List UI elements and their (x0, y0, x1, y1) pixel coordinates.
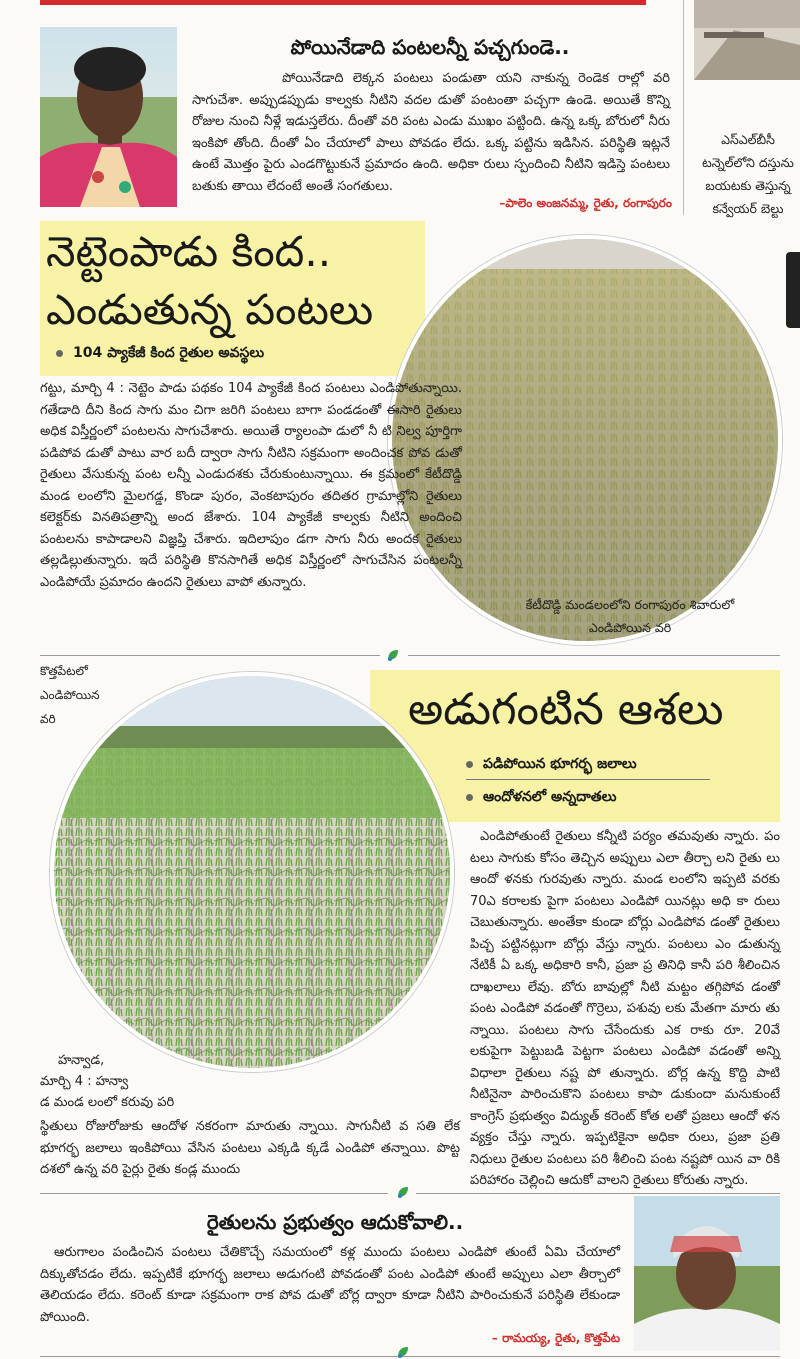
story2-headline-line1: నెట్టెంపాడు కింద.. (46, 227, 332, 276)
section-divider-1 (40, 655, 380, 656)
story3-dateline-2: మార్చి 4 : హన్వా (40, 1074, 129, 1089)
top-red-rule (40, 0, 646, 5)
farmer-woman-photo (40, 27, 177, 207)
farmer-man-photo (634, 1196, 780, 1351)
story2-bullet (56, 345, 264, 364)
side-divider (683, 0, 684, 215)
story4-byline: – రామయ్య, రైతు, కొత్తపేట (491, 1331, 620, 1345)
leaf-ornament-icon (386, 648, 400, 662)
leaf-ornament-icon (396, 1185, 410, 1199)
bullet-icon (466, 794, 473, 801)
story2-photo-caption-line2: ఎండిపోయిన వరి (588, 620, 672, 635)
story3-photo-caption-2: ఎండిపోయిన (40, 688, 100, 702)
story3-headline: అడుగంటిన ఆశలు (408, 684, 724, 735)
bullet-icon (466, 761, 473, 768)
leaf-ornament-icon (396, 1345, 410, 1359)
story1-body: పోయినేడాది లెక్కన పంటలు పండుతా యని నాకున్న రెండెక రాల్లో వరి సాగుచేశా. అప్పుడప్పుడు కాల్వకు నీటిని వదల డుతో పంటంతా పచ్చగా ఉండె. అయితే కొన్ని రోజుల నుంచి నీళ్లే ఇడుస్తలేరు. దీంతో వరి పంట ఎండు ముఖం పట్టింది. ఉన్న ఒక్క బోరులో నీరు ఇంకిపో తోంది. దీంతో ఏం చేయాలో పాలు పోవడం లేదు. ఒక్క పట్టిను ఇడిసిన. పరిస్థితి ఇట్లనే ఉంటే మొత్తం పైరు ఎండగొట్టుకునే ప్రమాదం ఉంది. అధికా రులు స్పందించి నీటిని ఇడిస్తె పంటలు బతుకు తాయి లేదంటే అంతే సంగతులు. (192, 71, 670, 194)
dry-paddy-photo-2 (50, 672, 454, 1072)
story3-body-bottom: స్థితులు రోజురోజుకు ఆందోళ నకరంగా మారుతు న్నాయి. సాగునీటి వ సతి లేక భూగర్భ జలాలు ఇంకిపోయి వేసిన పంటలు ఎక్కడి క్కడే ఎండిపో తన్నాయి. పొట్ట దశలో ఉన్న వరి పైర్లు రైతు కండ్ల ముందు (40, 1119, 460, 1177)
section-divider-4 (416, 1193, 780, 1194)
story3-bullet-2-text: ఆందోళనలో అన్నదాతలు (483, 789, 617, 805)
story2-headline-line2: ఎండుతున్న పంటలు (46, 285, 374, 334)
tunnel-conveyor-photo (694, 0, 800, 80)
story3-bullet-1 (466, 756, 710, 780)
story2-bullet-text: 104 ప్యాకేజీ కింద రైతుల అవస్థలు (73, 345, 265, 361)
story1-headline: పోయినేడాది పంటలన్నీ పచ్చగుండె.. (290, 35, 570, 59)
story3-dateline-1: హన్వాడ, (58, 1053, 105, 1068)
story3-bullet-1-text: పడిపోయిన భూగర్భ జలాలు (483, 756, 637, 772)
story2-body: గట్టు, మార్చి 4 : నెట్టెం పాడు పథకం 104 ప్యాకేజీ కింద పంటలు ఎండిపోతున్నాయి. గతేడాది దీని కింద సాగు మం చిగా జరిగి పంటలు బాగా పండడంతో ఈసారి రైతులు అధిక విస్తీర్ణంలో పంటలను సాగుచేశారు. అయితే ర్యాలంపా డులో నీ టి నిల్వ పూర్తిగా పడిపోవ డుతో పాటు వార బదీ ద్వారా సాగు నీటిని సక్రమంగా అందించక పోవ డుతో రైతులు వేసుకున్న పంట లన్నీ ఎండుదశకు చేరుకుంటున్నాయి. ఈ క్రమంలో కేటీదొడ్డి మండ లంలోని మైలగడ్డ, కొండా పురం, వెంకటాపురం తదితర గ్రామాల్లోని రైతులు కలెక్టర్‌కు వినతిపత్రాన్ని అంద జేశారు. 104 ప్యాకేజీ కాల్వకు నీటిని అందించి పంటలను కాపాడాలని విజ్ఞప్తి చేశారు. ఇదిలాపుం డగా సాగు నీరు అందక రైతులు తల్లడిల్లుతున్నారు. ఇదే పరిస్థితి కొనసాగితే అధిక విస్తీర్ణంలో సాగుచేసిన పంటలన్నీ ఎండిపోయే ప్రమాదం ఉందని రైతులు వాపో తున్నారు. (40, 381, 462, 590)
page-edge-tab (786, 252, 800, 328)
section-divider-3 (40, 1193, 388, 1194)
bottom-divider (40, 1356, 780, 1357)
section-divider-2 (408, 655, 780, 656)
story3-dateline-3: డ మండ లంలో కరువు పరి (40, 1095, 175, 1110)
bullet-icon (56, 350, 63, 357)
side-photo-caption: ఎస్‌ఎల్‌బీసీ టన్నెల్‌లోని దస్తును బయటకు తెస్తున్న కన్వేయర్ బెల్టు (702, 132, 794, 216)
story3-photo-caption-1: కొత్తపేటలో (40, 664, 88, 678)
story1-byline: –పాలెం అంజనమ్మ, రైతు, రంగాపురం (499, 196, 672, 210)
story3-photo-caption-3: వరి (40, 712, 56, 726)
story4-headline: రైతులను ప్రభుత్వం ఆదుకోవాలి.. (206, 1210, 464, 1234)
story3-bullet-2 (466, 789, 616, 808)
story3-body-right: ఎండిపోతుంటే రైతులు కన్నీటి పర్యం తమవుతు న్నారు. పం టలు సాగుకు కోసం తెచ్చిన అప్పులు ఎలా తీర్చా లని రైతు లు ఆందో ళనకు గురవుతు న్నారు. మండ లంలోని ఇప్పటి వరకు 70ఎ కరాలకు పైగా పంటలు ఎండిపో యినట్లు అధి కా రులు చెబుతున్నారు. అంతేకా కుండా బోర్లు ఎండిపోవ డంతో రైతులు పిచ్చ పట్టినట్లుగా బోర్లు వేస్తు న్నారు. పంటలు ఎం డుతున్న నేటికీ ఏ ఒక్క అధికారి కానీ, ప్రజా ప్ర తినిధి కానీ పరి శీలించిన దాఖలాలు లేవు. బోరు బావుల్లో నీటి మట్టం తగ్గిపోవ డంతో పంట ఎండిపో వడంతో గొర్రెలు, పశువు లకు మేతగా మారు తు న్నాయి. పంటలు సాగు చేసేందుకు ఎక రాకు రూ. 20వే లకుపైగా పెట్టుబడి పెట్టగా పంటలు ఎండిపో వడంతో అన్ని విధాలా రైతులు నష్ట పో తున్నారు. బోర్ల ఉన్న కొద్ది పాటి నీటినైనా పారించుకొని పంటలు కాపా డుకుందా మనుకుంటే కాంగ్రెస్ ప్రభుత్వం విద్యుత్ కరెంట్ కోత లతో ప్రజలు ఆందో ళన వ్యక్తం చేస్తు న్నారు. ఇప్పటికైనా అధికా రులు, ప్రజా ప్రతి నిధులు రైతుల పంటలు పరి శీలించి పంట నష్టపో యిన వా రికి పరిహారం చెల్లించి ఆదుకో వాలని రైతులు కోరుతు న్నారు. (470, 829, 780, 1188)
story4-body: ఆరుగాలం పండించిన పంటలు చేతికొచ్చే సమయంలో కళ్ల ముందు పంటలు ఎండిపో తుంటే ఏమి చేయాలో దిక్కుతోచడం లేదు. ఇప్పటికే భూగర్భ జలాలు అడుగంటి పోవడంతో పంట ఎండిపో తుంటే అప్పులు ఎలా తీర్చాలో తెలియడం లేదు. కరెంట్ కూడా సక్రమంగా రాక పోవ డుతో బోర్ల ద్వారా కూడా నీటిని పారించుకునే పరిస్థితి లేకుండా పోయింది. (40, 1245, 620, 1325)
story2-photo-caption-line1: కేటీదొడ్డి మండలంలోని రంగాపురం శివారులో (525, 597, 735, 612)
